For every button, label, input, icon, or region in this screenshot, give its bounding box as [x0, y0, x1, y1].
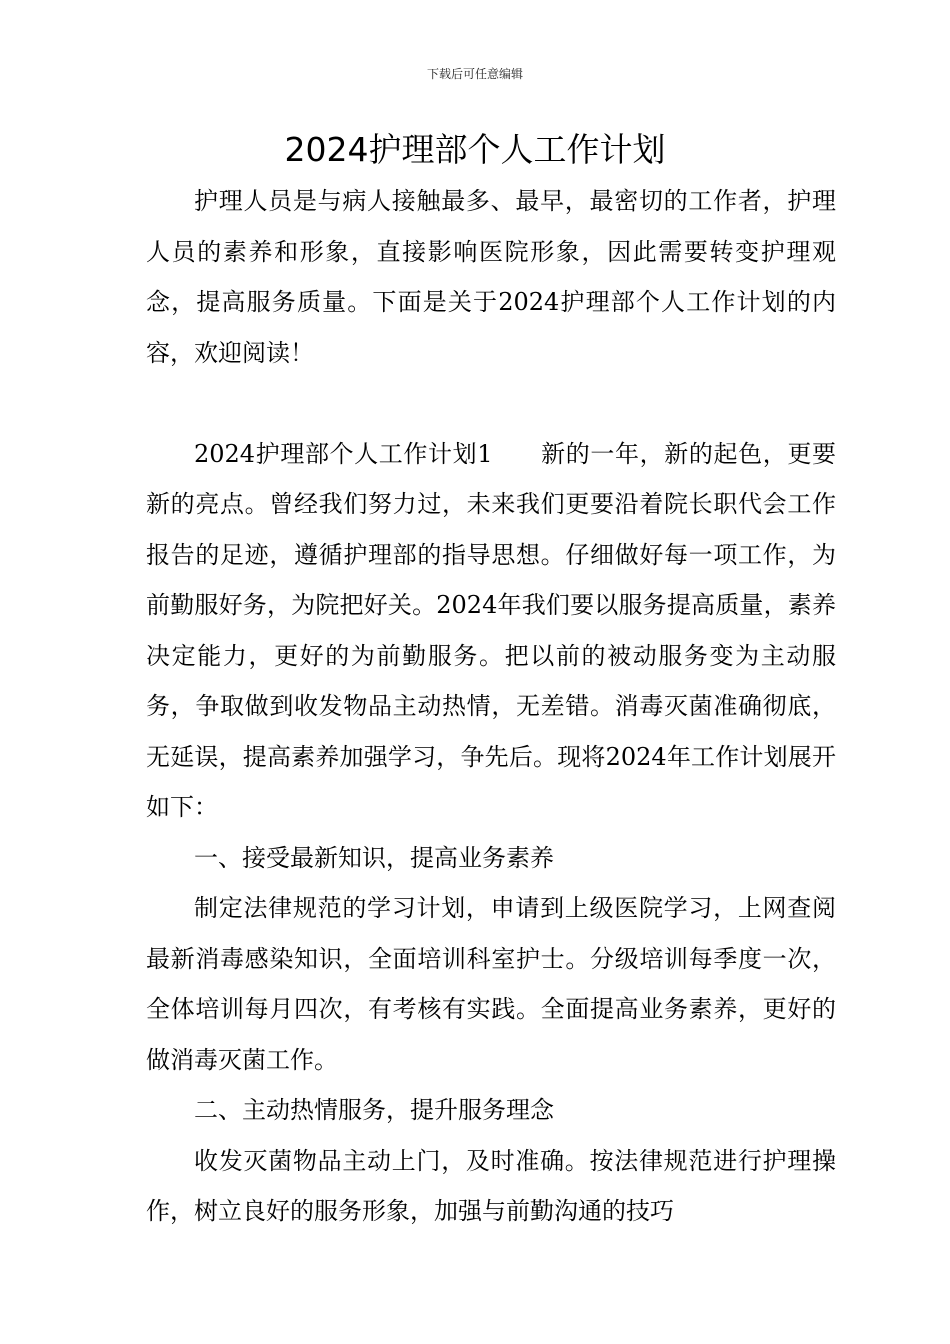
page-header-note: 下载后可任意编辑 — [426, 67, 523, 81]
paragraph-spacer — [146, 378, 836, 429]
point-2-body: 收发灭菌物品主动上门，及时准确。按法律规范进行护理操作，树立良好的服务形象，加强与前勤沟通的技巧 — [146, 1146, 836, 1225]
section-1-body: 新的一年，新的起色，更要新的亮点。曾经我们努力过，未来我们更要沿着院长职代会工作报告的足迹，遵循护理部的指导思想。仔细做好每一项工作，为前勤服好务，为院把好关。2024年我们要以服务提高质量，素养决定能力，更好的为前勤服务。把以前的被动服务变为主动服务，争取做到收发物品主动热情，无差错。消毒灭菌准确彻底，无延误，提高素养加强学习，争先后。现将2024年工作计划展开如下： — [146, 439, 837, 821]
section-1-heading: 2024护理部个人工作计划1 — [194, 439, 493, 468]
point-1-heading: 一、接受最新知识，提高业务素养 — [194, 843, 554, 872]
point-1-body: 制定法律规范的学习计划，申请到上级医院学习，上网查阅最新消毒感染知识，全面培训科室护士。分级培训每季度一次，全体培训每月四次，有考核有实践。全面提高业务素养，更好的做消毒灭菌工作。 — [146, 894, 836, 1074]
document-title: 2024护理部个人工作计划 — [284, 130, 666, 169]
point-2-heading: 二、主动热情服务，提升服务理念 — [194, 1096, 554, 1124]
intro-paragraph: 护理人员是与病人接触最多、最早，最密切的工作者，护理人员的素养和形象，直接影响医院形象，因此需要转变护理观念，提高服务质量。下面是关于2024护理部个人工作计划的内容，欢迎阅读！ — [146, 187, 836, 367]
document-body — [146, 176, 836, 1237]
section-1-paragraph — [146, 429, 836, 833]
